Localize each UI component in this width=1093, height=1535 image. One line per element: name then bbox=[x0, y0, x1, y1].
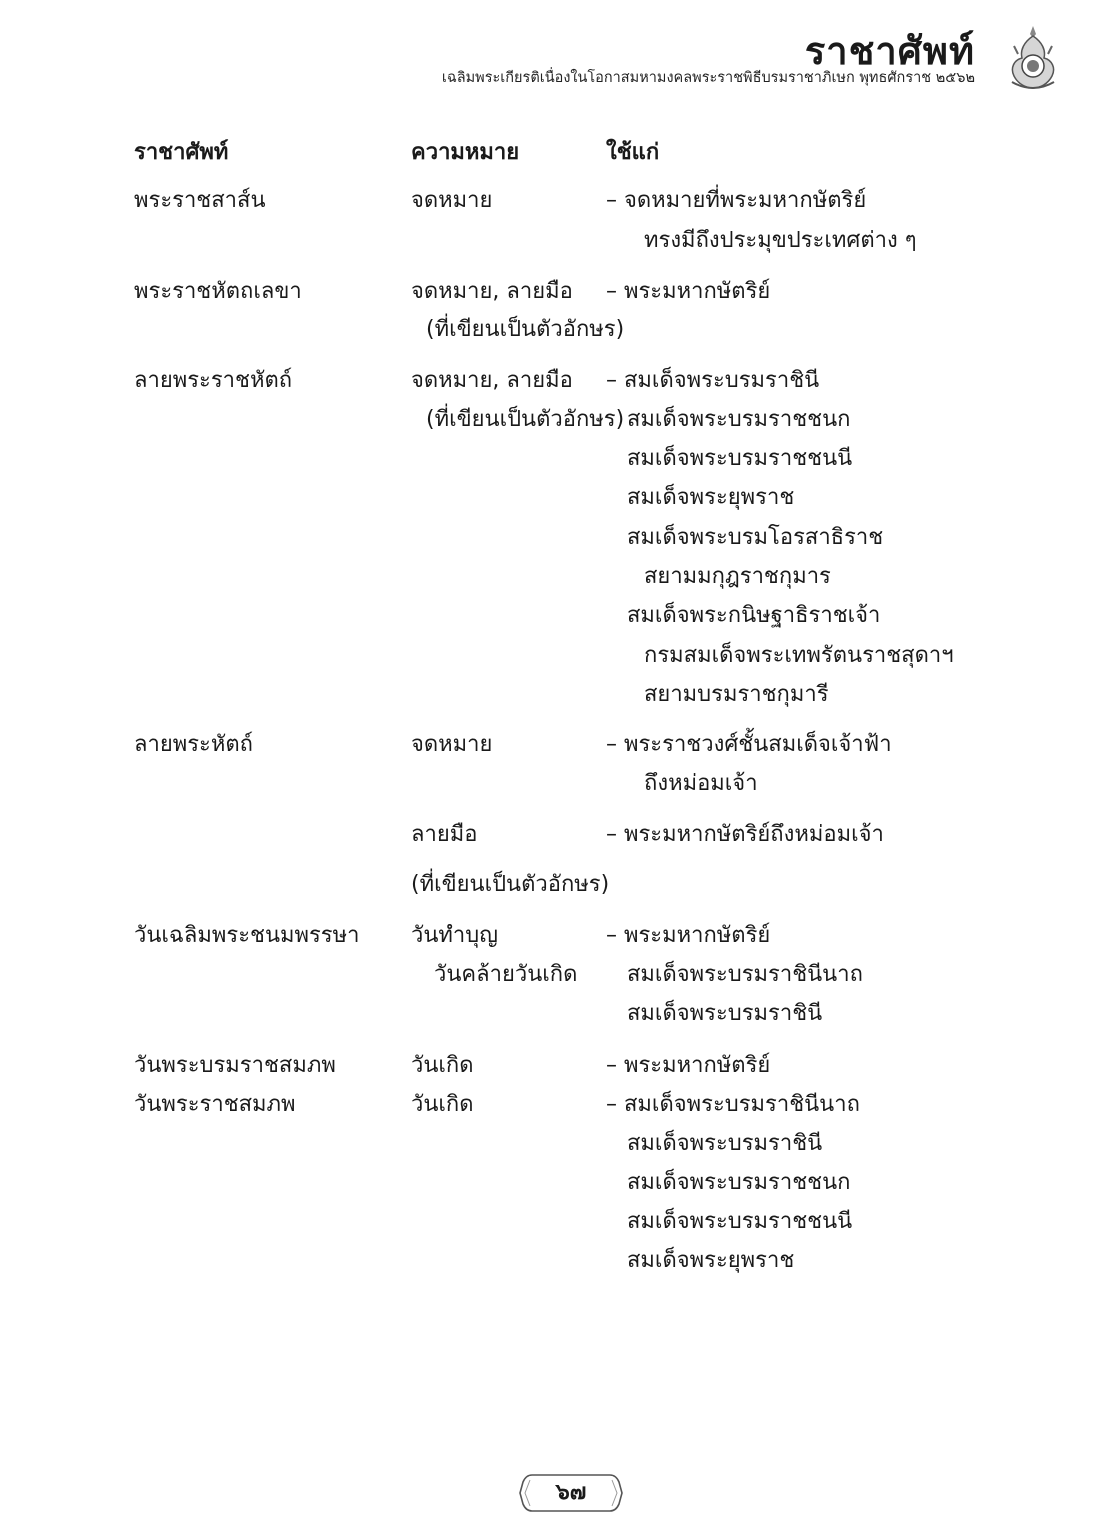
meaning: จดหมาย, ลายมือ bbox=[411, 368, 573, 393]
column-header-term: ราชาศัพท์ bbox=[134, 140, 229, 165]
meaning: วันทำบุญ bbox=[411, 923, 498, 948]
meaning: จดหมาย bbox=[411, 732, 493, 757]
used-for: สมเด็จพระบรมราชินีนาถ bbox=[627, 962, 863, 987]
used-for: สมเด็จพระบรมราชินี bbox=[627, 1001, 823, 1026]
meaning: (ที่เขียนเป็นตัวอักษร) bbox=[411, 872, 610, 897]
used-for: – พระมหากษัตริย์ bbox=[606, 923, 771, 948]
term: วันพระบรมราชสมภพ bbox=[134, 1053, 336, 1078]
page-number-badge bbox=[518, 1472, 624, 1514]
used-for: สมเด็จพระบรมราชชนนี bbox=[627, 446, 853, 471]
used-for: สยามบรมราชกุมารี bbox=[644, 682, 829, 707]
used-for: – พระมหากษัตริย์ bbox=[606, 1053, 771, 1078]
meaning: จดหมาย, ลายมือ bbox=[411, 279, 573, 304]
used-for: ทรงมีถึงประมุขประเทศต่าง ๆ bbox=[644, 228, 917, 253]
used-for: กรมสมเด็จพระเทพรัตนราชสุดาฯ bbox=[644, 643, 954, 668]
used-for: สมเด็จพระบรมราชชนก bbox=[627, 1170, 851, 1195]
page-number: ๖๗ bbox=[555, 1480, 587, 1505]
term: พระราชสาส์น bbox=[134, 188, 266, 213]
term: วันเฉลิมพระชนมพรรษา bbox=[134, 923, 360, 948]
page-subtitle: เฉลิมพระเกียรติเนื่องในโอกาสมหามงคลพระราชพิธีบรมราชาภิเษก พุทธศักราช ๒๕๖๒ bbox=[441, 70, 975, 86]
term: พระราชหัตถเลขา bbox=[134, 279, 302, 304]
used-for: – พระมหากษัตริย์ bbox=[606, 279, 771, 304]
used-for: สมเด็จพระบรมราชินี bbox=[627, 1131, 823, 1156]
term: วันพระราชสมภพ bbox=[134, 1092, 296, 1117]
column-header-meaning: ความหมาย bbox=[411, 140, 520, 165]
meaning: วันเกิด bbox=[411, 1092, 474, 1117]
royal-coronation-emblem-icon bbox=[1002, 24, 1064, 92]
meaning: วันคล้ายวันเกิด bbox=[434, 962, 578, 987]
used-for: สมเด็จพระบรมราชชนก bbox=[627, 407, 851, 432]
used-for: สมเด็จพระยุพราช bbox=[627, 1248, 795, 1273]
meaning: (ที่เขียนเป็นตัวอักษร) bbox=[426, 407, 625, 432]
used-for: – พระมหากษัตริย์ถึงหม่อมเจ้า bbox=[606, 822, 884, 847]
used-for: – จดหมายที่พระมหากษัตริย์ bbox=[606, 188, 867, 213]
meaning: ลายมือ bbox=[411, 822, 478, 847]
meaning: วันเกิด bbox=[411, 1053, 474, 1078]
used-for: – สมเด็จพระบรมราชินี bbox=[606, 368, 820, 393]
page-title: ราชาศัพท์ bbox=[804, 29, 975, 73]
used-for: สมเด็จพระยุพราช bbox=[627, 485, 795, 510]
used-for: สยามมกุฎราชกุมาร bbox=[644, 564, 831, 589]
meaning: จดหมาย bbox=[411, 188, 493, 213]
meaning: (ที่เขียนเป็นตัวอักษร) bbox=[426, 317, 625, 342]
used-for: สมเด็จพระกนิษฐาธิราชเจ้า bbox=[627, 603, 881, 628]
used-for: – พระราชวงศ์ชั้นสมเด็จเจ้าฟ้า bbox=[606, 732, 892, 757]
used-for: ถึงหม่อมเจ้า bbox=[644, 771, 758, 796]
used-for: สมเด็จพระบรมราชชนนี bbox=[627, 1209, 853, 1234]
term: ลายพระหัตถ์ bbox=[134, 732, 253, 757]
term: ลายพระราชหัตถ์ bbox=[134, 368, 293, 393]
used-for: – สมเด็จพระบรมราชินีนาถ bbox=[606, 1092, 860, 1117]
column-header-used-for: ใช้แก่ bbox=[606, 140, 660, 165]
used-for: สมเด็จพระบรมโอรสาธิราช bbox=[627, 525, 884, 550]
